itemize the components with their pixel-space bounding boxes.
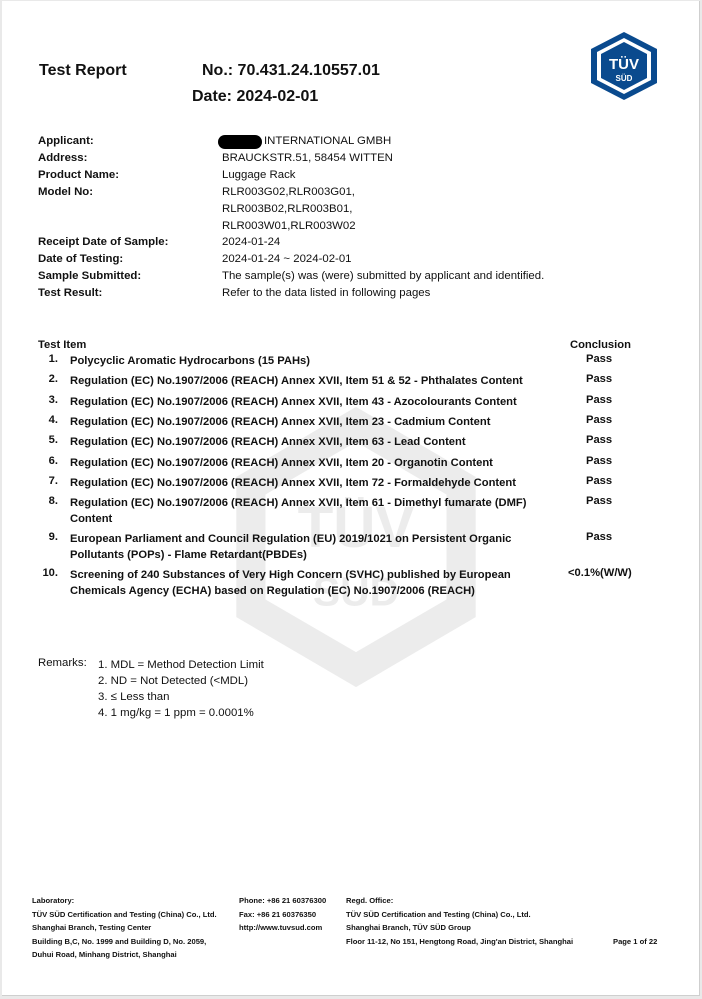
logo-text-sud: SÜD bbox=[615, 74, 633, 83]
test-row-conclusion: Pass bbox=[586, 495, 613, 507]
footer-line: Shanghai Branch, TÜV SÜD Group bbox=[346, 923, 471, 933]
info-value: BRAUCKSTR.51, 58454 WITTEN bbox=[222, 151, 393, 164]
footer-line: TÜV SÜD Certification and Testing (China) Co., Ltd. bbox=[346, 909, 531, 919]
footer-line: Building B,C, No. 1999 and Building D, No. 2059, bbox=[32, 936, 207, 946]
remarks-label: Remarks: bbox=[38, 657, 87, 669]
test-row-number: 10. bbox=[42, 567, 58, 579]
test-row-number: 4. bbox=[48, 414, 58, 426]
test-row-item: Regulation (EC) No.1907/2006 (REACH) Annex XVII, Item 61 - Dimethyl fumarate (DMF) Content bbox=[70, 497, 527, 525]
test-row-number: 7. bbox=[48, 475, 58, 487]
report-page bbox=[2, 1, 700, 996]
info-value: RLR003G02,RLR003G01, bbox=[222, 185, 355, 198]
footer-line: Laboratory: bbox=[32, 896, 75, 905]
footer-laboratory bbox=[32, 894, 217, 962]
test-row-number: 5. bbox=[48, 434, 58, 446]
test-item-header: Test Item bbox=[38, 339, 87, 351]
info-value: RLR003W01,RLR003W02 bbox=[222, 219, 356, 232]
footer-line: Regd. Office: bbox=[346, 896, 394, 905]
footer-line: Duhui Road, Minhang District, Shanghai bbox=[32, 950, 177, 960]
conclusion-header: Conclusion bbox=[570, 339, 631, 351]
info-value: The sample(s) was (were) submitted by applicant and identified. bbox=[222, 270, 545, 283]
svg-text:TÜV: TÜV bbox=[297, 495, 415, 560]
footer-line: Floor 11-12, No 151, Hengtong Road, Jing'an District, Shanghai bbox=[346, 936, 574, 946]
info-value: INTERNATIONAL GMBH bbox=[264, 135, 392, 147]
info-label: Receipt Date of Sample: bbox=[38, 236, 169, 249]
info-row bbox=[2, 270, 699, 285]
logo-text-tuv: TÜV bbox=[609, 56, 639, 73]
info-row bbox=[2, 236, 699, 251]
test-row-item: Regulation (EC) No.1907/2006 (REACH) Annex XVII, Item 63 - Lead Content bbox=[70, 436, 466, 448]
info-row bbox=[2, 152, 699, 167]
info-row bbox=[2, 169, 699, 184]
info-label: Address: bbox=[38, 151, 88, 164]
info-row bbox=[2, 135, 699, 150]
test-row-number: 6. bbox=[48, 455, 58, 467]
test-row-number: 8. bbox=[48, 495, 58, 507]
footer-line: TÜV SÜD Certification and Testing (China) Co., Ltd. bbox=[32, 909, 217, 919]
info-label: Sample Submitted: bbox=[38, 270, 142, 283]
test-row-conclusion: Pass bbox=[586, 373, 613, 385]
report-title: Test Report bbox=[39, 62, 127, 79]
footer-line: Fax: +86 21 60376350 bbox=[239, 909, 317, 919]
test-row-conclusion: Pass bbox=[586, 455, 613, 467]
test-row-number: 9. bbox=[48, 531, 58, 543]
info-label: Applicant: bbox=[38, 135, 94, 147]
test-row-number: 2. bbox=[48, 373, 58, 385]
info-row bbox=[2, 220, 699, 235]
report-date: Date: 2024-02-01 bbox=[192, 88, 319, 105]
test-row-item: Regulation (EC) No.1907/2006 (REACH) Annex XVII, Item 23 - Cadmium Content bbox=[70, 416, 491, 428]
info-value: 2024-01-24 ~ 2024-02-01 bbox=[222, 253, 352, 266]
svg-text:SÜD: SÜD bbox=[312, 568, 400, 615]
remark-item: 2. ND = Not Detected (<MDL) bbox=[98, 675, 249, 687]
info-value: Refer to the data listed in following pages bbox=[222, 287, 431, 300]
test-row-conclusion: <0.1%(W/W) bbox=[568, 567, 632, 579]
test-row-item: Regulation (EC) No.1907/2006 (REACH) Annex XVII, Item 20 - Organotin Content bbox=[70, 457, 493, 469]
test-row-item: European Parliament and Council Regulation (EU) 2019/1021 on Persistent Organic Pollutants (POPs) - Flame Retardant(PBDEs) bbox=[70, 533, 512, 561]
footer-line: Phone: +86 21 60376300 bbox=[239, 896, 327, 905]
remark-item: 4. 1 mg/kg = 1 ppm = 0.0001% bbox=[98, 707, 254, 719]
report-number: No.: 70.431.24.10557.01 bbox=[202, 62, 380, 79]
info-row bbox=[2, 186, 699, 201]
footer-line: http://www.tuvsud.com bbox=[239, 923, 323, 933]
test-row-conclusion: Pass bbox=[586, 434, 613, 446]
info-label: Test Result: bbox=[38, 287, 103, 300]
page-number: Page 1 of 22 bbox=[613, 937, 658, 946]
footer-contact bbox=[239, 894, 326, 935]
redaction-mark bbox=[218, 135, 262, 149]
info-row bbox=[2, 203, 699, 218]
footer-line: Shanghai Branch, Testing Center bbox=[32, 923, 152, 933]
info-value: 2024-01-24 bbox=[222, 236, 281, 249]
test-row-number: 1. bbox=[48, 353, 58, 365]
sample-info bbox=[2, 135, 699, 305]
test-row-item: Regulation (EC) No.1907/2006 (REACH) Annex XVII, Item 51 & 52 - Phthalates Content bbox=[70, 375, 523, 387]
remark-item: 1. MDL = Method Detection Limit bbox=[98, 659, 264, 671]
test-row-conclusion: Pass bbox=[586, 414, 613, 426]
test-row-conclusion: Pass bbox=[586, 394, 613, 406]
test-row-number: 3. bbox=[48, 394, 58, 406]
test-row-item: Regulation (EC) No.1907/2006 (REACH) Annex XVII, Item 43 - Azocolourants Content bbox=[70, 396, 517, 408]
footer-registered-office bbox=[346, 894, 573, 948]
test-row-item: Regulation (EC) No.1907/2006 (REACH) Annex XVII, Item 72 - Formaldehyde Content bbox=[70, 477, 516, 489]
test-row-conclusion: Pass bbox=[586, 475, 613, 487]
remark-item: 3. ≤ Less than bbox=[98, 691, 170, 703]
info-label: Product Name: bbox=[38, 168, 120, 181]
test-row-conclusion: Pass bbox=[586, 531, 613, 543]
tuv-sud-logo bbox=[588, 31, 660, 101]
info-row bbox=[2, 253, 699, 268]
info-value: Luggage Rack bbox=[222, 168, 296, 181]
info-label: Model No: bbox=[38, 185, 94, 198]
test-row-item: Polycyclic Aromatic Hydrocarbons (15 PAHs) bbox=[70, 355, 310, 367]
info-value: RLR003B02,RLR003B01, bbox=[222, 202, 353, 215]
test-row-item: Screening of 240 Substances of Very High Concern (SVHC) published by European Chemicals Agency (ECHA) based on Regulation (EC) No.1907/2006 (REACH) bbox=[70, 569, 511, 597]
remarks-list bbox=[98, 657, 264, 721]
test-items-list bbox=[2, 353, 699, 613]
test-row-conclusion: Pass bbox=[586, 353, 613, 365]
info-label: Date of Testing: bbox=[38, 253, 124, 266]
info-row bbox=[2, 287, 699, 302]
